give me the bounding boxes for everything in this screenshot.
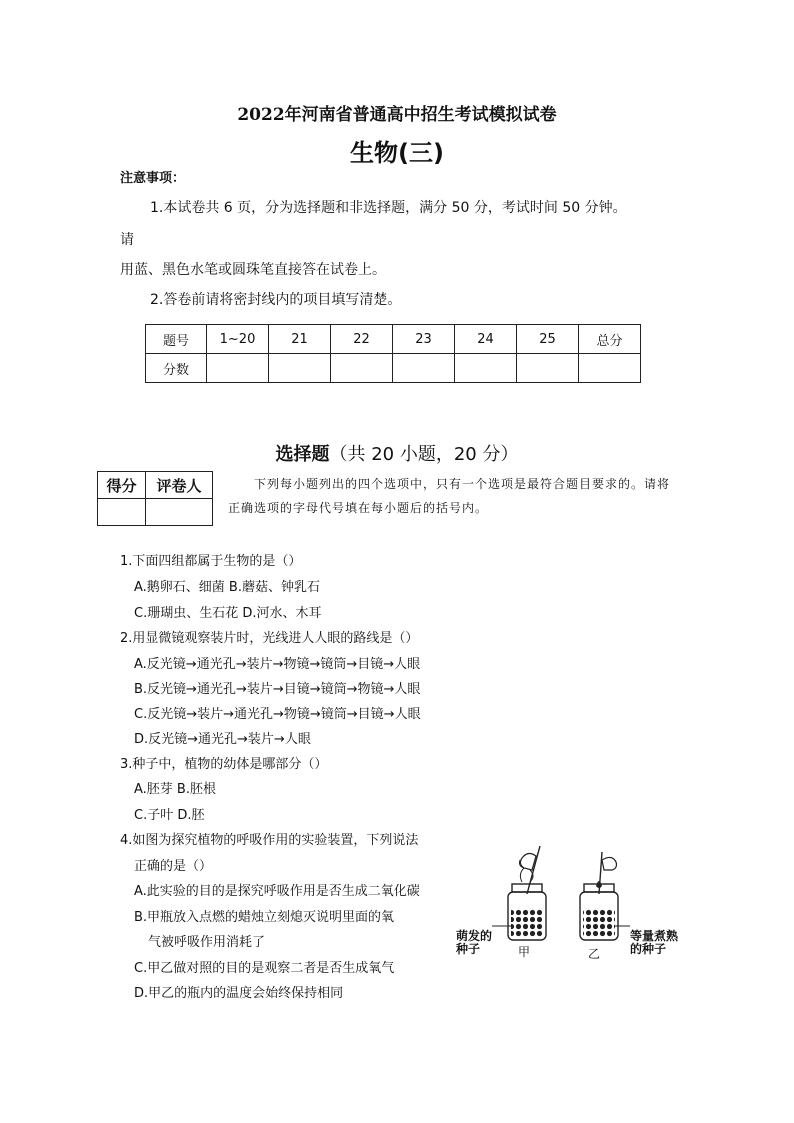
label-jia: 甲 <box>518 945 531 959</box>
grader-name-header: 评卷人 <box>146 472 213 499</box>
notice-item-1-wrap: 请 <box>120 232 134 248</box>
jar-yi-icon <box>580 852 618 940</box>
score-input-cell[interactable] <box>207 354 269 383</box>
question-2-option-d: D.反光镜→通光孔→装片→人眼 <box>134 732 311 747</box>
section-instruction <box>228 472 678 520</box>
subject-title: 生物(三) <box>350 139 444 167</box>
question-2-option-b: B.反光镜→通光孔→装片→目镜→镜筒→物镜→人眼 <box>134 682 421 697</box>
score-cell: 25 <box>517 325 579 354</box>
score-cell: 21 <box>269 325 331 354</box>
score-cell: 24 <box>455 325 517 354</box>
score-input-cell[interactable] <box>517 354 579 383</box>
label-germinating-seeds: 萌发的 种子 <box>456 929 493 956</box>
exam-title: 2022年河南省普通高中招生考试模拟试卷 <box>237 105 557 125</box>
question-4-option-a: A.此实验的目的是探究呼吸作用是否生成二氧化碳 <box>134 884 420 899</box>
score-cell: 总分 <box>579 325 641 354</box>
score-table <box>145 324 641 383</box>
score-input-cell[interactable] <box>579 354 641 383</box>
score-input-cell[interactable] <box>331 354 393 383</box>
grader-score-cell[interactable] <box>98 499 146 526</box>
question-4-option-d: D.甲乙的瓶内的温度会始终保持相同 <box>134 986 344 1001</box>
label-boiled-seeds: 等量煮熟 的种子 <box>630 929 679 956</box>
question-4-stem-cont: 正确的是（） <box>134 859 213 874</box>
question-4-stem: 4.如图为探究植物的呼吸作用的实验装置，下列说法 <box>120 833 419 848</box>
score-cell: 1~20 <box>207 325 269 354</box>
score-cell: 22 <box>331 325 393 354</box>
notice-heading: 注意事项： <box>120 171 186 186</box>
score-input-cell[interactable] <box>455 354 517 383</box>
question-4-option-b: B.甲瓶放入点燃的蜡烛立刻熄灭说明里面的氧 <box>134 910 395 925</box>
grader-score-header: 得分 <box>98 472 146 499</box>
question-2-option-a: A.反光镜→通光孔→装片→物镜→镜筒→目镜→人眼 <box>134 657 421 672</box>
question-2-option-c: C.反光镜→装片→通光孔→物镜→镜筒→目镜→人眼 <box>134 707 421 722</box>
section-instruction-text: 下列每小题列出的四个选项中，只有一个选项是最符合题目要求的。请将正确选项的字母代号填在每小题后的括号内。 <box>228 477 671 515</box>
score-table-header-row <box>146 325 641 354</box>
notice-item-1-cont: 用蓝、黑色水笔或圆珠笔直接答在试卷上。 <box>120 262 386 278</box>
jar-jia-icon <box>508 846 546 940</box>
question-4-option-b-cont: 气被呼吸作用消耗了 <box>148 935 266 950</box>
score-input-cell[interactable] <box>269 354 331 383</box>
question-3-options-ab: A.胚芽 B.胚根 <box>134 782 216 797</box>
question-1-stem: 1.下面四组都属于生物的是（） <box>120 554 302 569</box>
score-cell: 题号 <box>146 325 207 354</box>
question-3-stem: 3.种子中，植物的幼体是哪部分（） <box>120 757 328 772</box>
question-1-options-cd: C.珊瑚虫、生石花 D.河水、木耳 <box>134 606 322 621</box>
question-4-option-c: C.甲乙做对照的目的是观察二者是否生成氧气 <box>134 961 395 976</box>
grader-table <box>97 471 213 526</box>
question-2-stem: 2.用显微镜观察装片时，光线进人人眼的路线是（） <box>120 631 419 646</box>
section-title <box>0 440 794 466</box>
question-1-options-ab: A.鹅卵石、细菌 B.蘑菇、钟乳石 <box>134 580 320 595</box>
section-title-main: 选择题 <box>275 444 330 465</box>
notice-item-1: 1.本试卷共 6 页，分为选择题和非选择题，满分 50 分，考试时间 50 分钟。 <box>150 200 627 216</box>
notice-item-2: 2.答卷前请将密封线内的项目填写清楚。 <box>150 292 402 308</box>
experiment-figure <box>452 846 702 966</box>
score-input-cell[interactable] <box>393 354 455 383</box>
score-row-label: 分数 <box>146 354 207 383</box>
score-cell: 23 <box>393 325 455 354</box>
score-table-score-row <box>146 354 641 383</box>
question-3-options-cd: C.子叶 D.胚 <box>134 808 205 823</box>
grader-name-cell[interactable] <box>146 499 213 526</box>
section-title-detail: （共 20 小题，20 分） <box>329 444 519 465</box>
label-yi: 乙 <box>588 947 601 961</box>
